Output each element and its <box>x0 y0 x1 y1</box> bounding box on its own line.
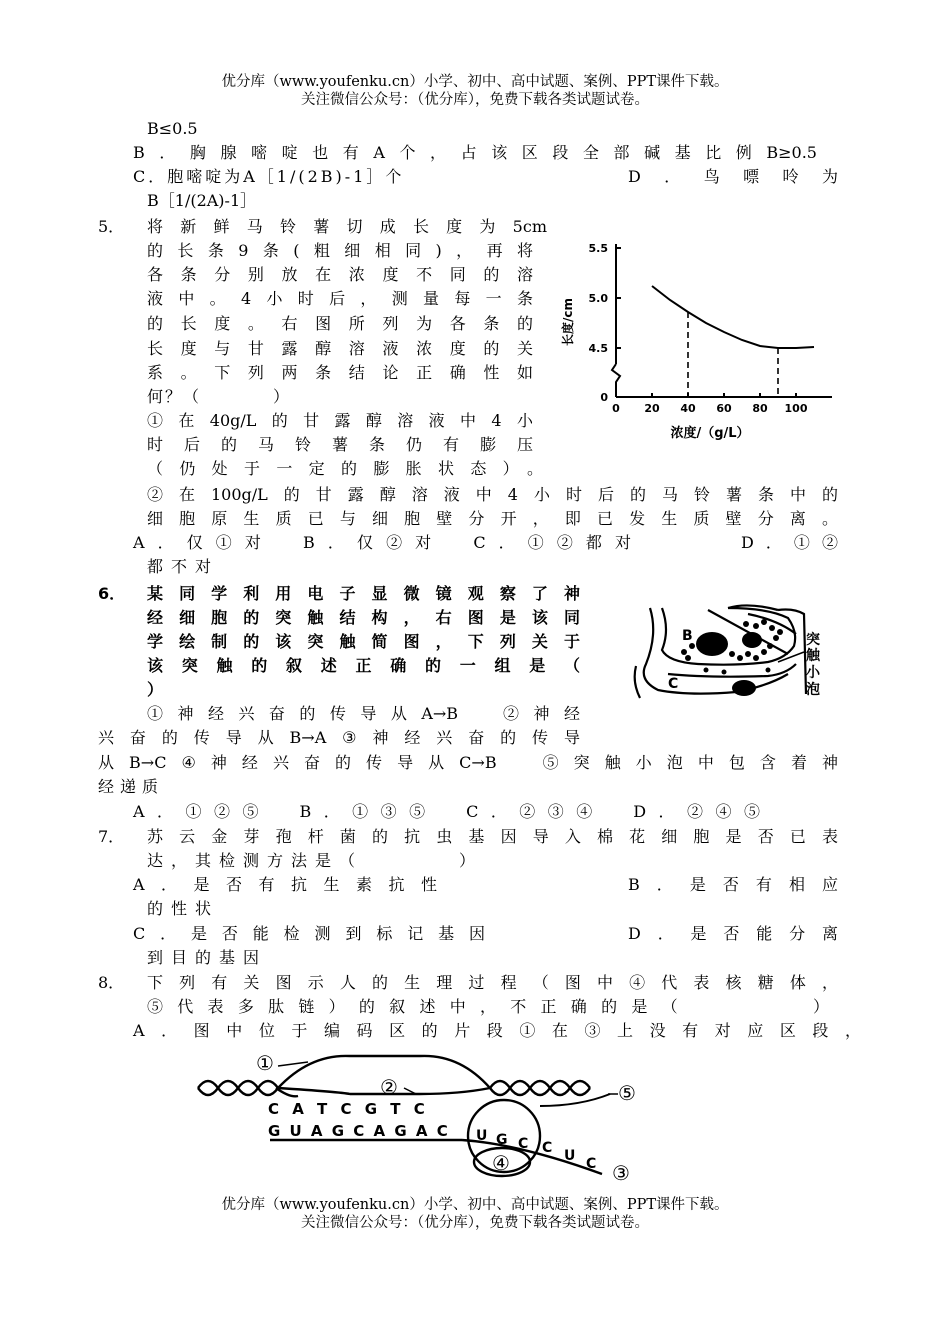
q6-line-4: 该突触的叙述正确的一组是（ <box>147 656 580 675</box>
q6-line-2: 经细胞的突触结构，右图是该同 <box>147 608 580 627</box>
mrna-sequence: G U A G C A G A C <box>268 1122 450 1140</box>
y-axis-label: 长度/cm <box>561 297 575 347</box>
y-axis-break <box>612 364 620 397</box>
mrna-base-6: C <box>586 1156 597 1172</box>
x-tick-label: 20 <box>644 402 660 415</box>
length-curve <box>652 286 814 348</box>
vesicle-label-4: 泡 <box>806 682 820 698</box>
q7-number: 7． <box>98 827 125 846</box>
q7-option-c: C．是否能检测到标记基因 <box>133 924 485 943</box>
x-tick-label: 0 <box>612 402 620 415</box>
q4-d-tail: B［1/(2A)-1］ <box>147 191 257 210</box>
x-tick-label: 60 <box>716 402 732 415</box>
q5-option-d: D．①② <box>741 533 838 552</box>
x-tick-label: 40 <box>680 402 696 415</box>
q5-statement-1-line-2: 时后的马铃薯条仍有膨压 <box>147 435 533 454</box>
vesicle-label-2: 触 <box>806 648 820 664</box>
q7-option-b-tail: 的性状 <box>147 899 220 918</box>
mrna-base-2: G <box>496 1132 508 1148</box>
q5-statement-1-line-3: （仍处于一定的膨胀状态）。 <box>147 459 543 478</box>
label-2: ② <box>380 1075 398 1099</box>
x-axis-label: 浓度/（g/L） <box>670 426 750 441</box>
q6-line-5: ） <box>147 680 164 699</box>
q5-line-2: 的长条9条(粗细相同)，再将 <box>147 241 533 260</box>
y-tick-label: 0 <box>600 391 608 404</box>
q7-option-b: B．是否有相应 <box>628 875 838 894</box>
synapse-label-c: C <box>668 676 679 692</box>
dna-top-strand-sequence: C A T C G T C <box>268 1100 429 1118</box>
vesicle-label-3: 小 <box>806 665 820 681</box>
header-line-1: 优分库（www.youfenku.cn）小学、初中、高中试题、案例、PPT课件下载。 <box>221 74 729 90</box>
header-line-2: 关注微信公众号：（优分库），免费下载各类试题试卷。 <box>301 92 649 108</box>
label-5: ⑤ <box>618 1081 636 1105</box>
q5-line-1: 将新鲜马铃薯切成长度为5cm <box>147 217 547 236</box>
transcription-diagram <box>190 1048 650 1188</box>
mrna-base-1: U <box>476 1128 488 1144</box>
q5-line-8: 何？（ ） <box>147 387 292 406</box>
q4-a-tail: B≤0.5 <box>147 119 198 138</box>
synapse-diagram <box>628 604 840 704</box>
q5-line-7: 系。下列两条结论正确性如 <box>147 363 533 382</box>
mrna-base-5: U <box>564 1148 576 1164</box>
q6-options: A．①②⑤ B．①③⑤ C．②③④ D．②④⑤ <box>133 802 760 821</box>
y-tick-label: 5.0 <box>588 292 608 305</box>
q6-number: 6． <box>98 584 126 603</box>
label-4: ④ <box>492 1151 510 1175</box>
y-tick-label: 5.5 <box>588 242 608 255</box>
mrna-base-3: C <box>518 1136 529 1152</box>
q7-option-d: D．是否能分离 <box>628 924 838 943</box>
q7-line-2: 达，其检测方法是（ ） <box>147 851 484 870</box>
q6-line-1: 某同学利用电子显微镜观察了神 <box>147 584 580 603</box>
q5-options: A．仅①对 B．仅②对 C．①②都对 <box>133 533 631 552</box>
q6-line-3: 学绘制的该突触简图，下列关于 <box>147 632 580 651</box>
q4-option-b: B．胸腺嘧啶也有A个，占该区段全部碱基比例B≥0.5 <box>133 143 817 162</box>
q4-option-c: C．胞嘧啶为A［1/(2B)-1］个 <box>133 167 405 186</box>
q7-option-d-tail: 到目的基因 <box>147 948 268 967</box>
q5-statement-2-line-1: ②在100g/L的甘露醇溶液中4小时后的马铃薯条中的 <box>147 485 838 504</box>
vesicle-label-1: 突 <box>806 632 820 648</box>
q7-line-1: 苏云金芽孢杆菌的抗虫基因导入棉花细胞是否已表 <box>147 827 838 846</box>
x-tick-label: 100 <box>784 402 808 415</box>
y-tick-label: 4.5 <box>588 342 608 355</box>
q6-statement-line-1: ①神经兴奋的传导从A→B ②神经 <box>147 704 580 723</box>
x-tick-label: 80 <box>752 402 768 415</box>
mrna-base-4: C <box>542 1140 553 1156</box>
q5-line-5: 的长度。右图所列为各条的 <box>147 314 533 333</box>
q5-statement-1-line-1: ①在40g/L的甘露醇溶液中4小 <box>147 411 533 430</box>
q5-option-d-tail: 都不对 <box>147 557 220 576</box>
q8-option-a: A．图中位于编码区的片段①在③上没有对应区段， <box>133 1021 861 1040</box>
label-3: ③ <box>612 1161 630 1185</box>
label-1: ① <box>256 1051 274 1075</box>
q6-statement-line-4: 经递质 <box>98 777 165 796</box>
q5-line-6: 长度与甘露醇溶液浓度的关 <box>147 339 533 358</box>
q5-line-4: 液中。4小时后，测量每一条 <box>147 289 533 308</box>
q6-statement-line-3: 从B→C④神经兴奋的传导从C→B ⑤突触小泡中包含着神 <box>98 753 838 772</box>
q6-statement-line-2: 兴奋的传导从B→A③神经兴奋的传导 <box>98 728 580 747</box>
footer-line-1: 优分库（www.youfenku.cn）小学、初中、高中试题、案例、PPT课件下载。 <box>221 1197 729 1213</box>
q8-line-1: 下列有关图示人的生理过程（图中④代表核糖体， <box>147 973 838 992</box>
synapse-label-b: B <box>682 628 693 644</box>
q4-option-d: D．鸟嘌呤为 <box>628 167 838 186</box>
q5-length-chart <box>560 232 850 450</box>
q5-number: 5． <box>98 217 125 236</box>
q8-number: 8． <box>98 973 125 992</box>
q8-line-2: ⑤代表多肽链）的叙述中，不正确的是（ ） <box>147 997 829 1016</box>
footer-line-2: 关注微信公众号：（优分库），免费下载各类试题试卷。 <box>301 1215 649 1231</box>
q5-statement-2-line-2: 细胞原生质已与细胞壁分开，即已发生质壁分离。 <box>147 509 838 528</box>
q5-line-3: 各条分别放在浓度不同的溶 <box>147 265 533 284</box>
q7-option-a: A．是否有抗生素抗性 <box>133 875 437 894</box>
